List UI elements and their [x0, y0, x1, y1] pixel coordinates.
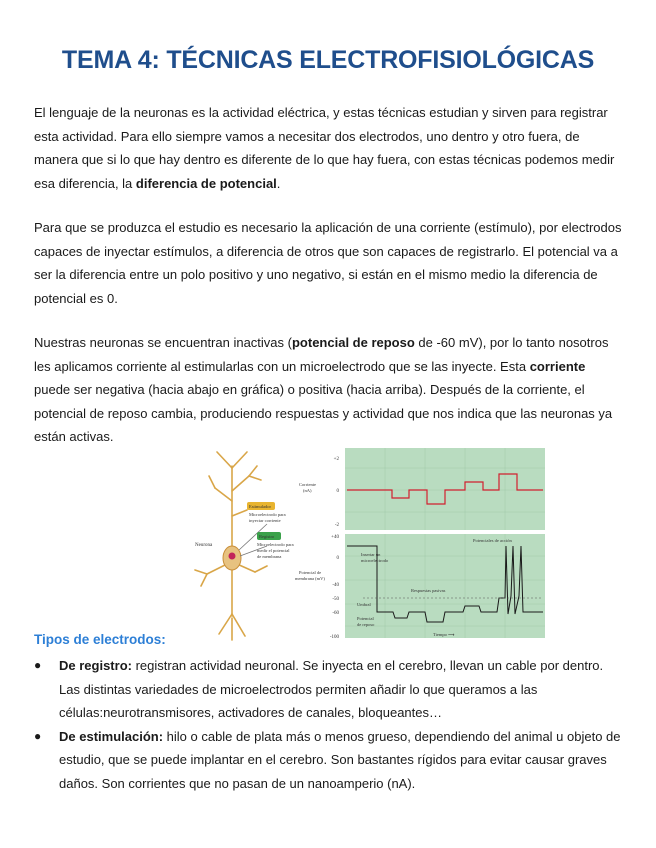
passive-responses-label: Respuestas pasivas: [411, 588, 446, 593]
potential-panel: [345, 534, 545, 638]
rec-electrode-label-3: de membrana: [257, 554, 282, 559]
current-tick-zero: 0: [336, 489, 339, 494]
rec-electrode-label-2: medir el potencial: [257, 548, 290, 553]
current-axis-label-1: Corriente: [299, 482, 316, 487]
electrode-type-list: [34, 654, 624, 795]
list-item-label: De registro:: [59, 658, 132, 673]
potential-tick-neg60: -60: [332, 611, 339, 616]
potential-axis-label-2: membrana (mV): [295, 576, 325, 581]
time-axis-label: Tiempo ⟶: [433, 632, 455, 637]
page-title: TEMA 4: TÉCNICAS ELECTROFISIOLÓGICAS: [61, 46, 595, 74]
stimulator-label: Estimulador: [249, 504, 271, 509]
bold-term-diferencia-de-potencial: diferencia de potencial: [135, 175, 277, 191]
current-tick-pos: +2: [333, 457, 339, 462]
potential-tick-0: 0: [336, 556, 339, 561]
potential-tick-neg50: -50: [332, 597, 339, 602]
bold-term-potencial-de-reposo: potencial de reposo: [291, 335, 415, 350]
list-item-estimulacion: [34, 725, 624, 796]
bold-term-corriente: corriente: [529, 358, 586, 374]
action-potential-label: Potenciales de acción: [473, 538, 512, 543]
rest-label-2: de reposo: [357, 622, 375, 627]
current-axis-label-2: (nA): [303, 488, 312, 493]
paragraph-text: puede ser negativa (hacia abajo en gráfica) o positiva (hacia arriba). Después de la corriente, el potencial de reposo cambia, produciendo respuestas y actividad que nos indica que las neuronas ya están activas.: [34, 382, 613, 444]
current-tick-neg: -2: [334, 523, 339, 528]
potential-tick-40: +40: [331, 535, 339, 540]
stim-electrode-label-1: Microelectrodo para: [249, 512, 286, 517]
potential-tick-neg40: -40: [332, 583, 339, 588]
list-item-text: hilo o cable de plata más o menos grueso, dependiendo del animal u objeto de estudio, que se puede implantar en el cerebro. Son bastantes rígidos para evitar causar graves daños. Son corrientes que no pasan de un nanoamperio (nA).: [59, 728, 621, 791]
paragraph-text: Nuestras neuronas se encuentran inactivas (: [34, 335, 292, 350]
bullet-icon: ●: [34, 658, 42, 672]
list-item-text: registran actividad neuronal. Se inyecta en el cerebro, llevan un cable por dentro. Las distintas variedades de microelectrodos permiten añadir lo que queramos a las células:neurotransmisores, activadores de canales, bloqueantes…: [59, 658, 604, 720]
paragraph-potencial-reposo: [34, 331, 624, 449]
paragraph-estimulo: Para que se produzca el estudio es necesario la aplicación de una corriente (estímulo), por electrodos capaces de inyectar estímulos, a diferencia de otros que son capaces de registrarlo. El potencial va a ser la diferencia entre un polo positivo y uno negativo, si están en el mismo medio la diferencia de potencial es 0.: [34, 220, 622, 306]
threshold-label: Umbral: [357, 602, 371, 607]
paragraph-text: de -60 mV), por lo tanto nosotros les aplicamos corriente al estimularlas con un microelectrodo que se las inyecte. Esta: [34, 335, 609, 374]
paragraph-intro: [34, 101, 624, 195]
rest-label-1: Potencial: [357, 616, 374, 621]
paragraph-text: .: [276, 175, 281, 191]
insert-label-1: Insertar un: [361, 552, 381, 557]
stim-electrode-label-2: inyectar corriente: [249, 518, 281, 523]
register-label: Registro: [259, 534, 275, 539]
neuron-label: Neurona: [195, 543, 213, 548]
rec-electrode-label-1: Microelectrodo para: [257, 542, 294, 547]
potential-axis-label-1: Potencial de: [299, 570, 322, 575]
current-panel: [345, 448, 545, 530]
potential-tick-neg100: -100: [329, 635, 339, 640]
list-item-registro: [34, 654, 624, 725]
electrophysiology-figure: [187, 446, 547, 642]
section-title-electrode-types: Tipos de electrodos:: [34, 632, 166, 647]
list-item-label: De estimulación:: [59, 728, 164, 744]
insert-label-2: microelectrodo: [361, 558, 389, 563]
paragraph-text: El lenguaje de la neuronas es la actividad eléctrica, y estas técnicas estudian y sirven para registrar esta actividad. Para ello siempre vamos a necesitar dos electrodos, uno dentro y otro fuera, de manera que si lo que hay dentro es diferente de lo que hay fuera, con estas técnicas podemos medir esa diferencia, la: [34, 105, 615, 191]
bullet-icon: ●: [34, 728, 42, 743]
